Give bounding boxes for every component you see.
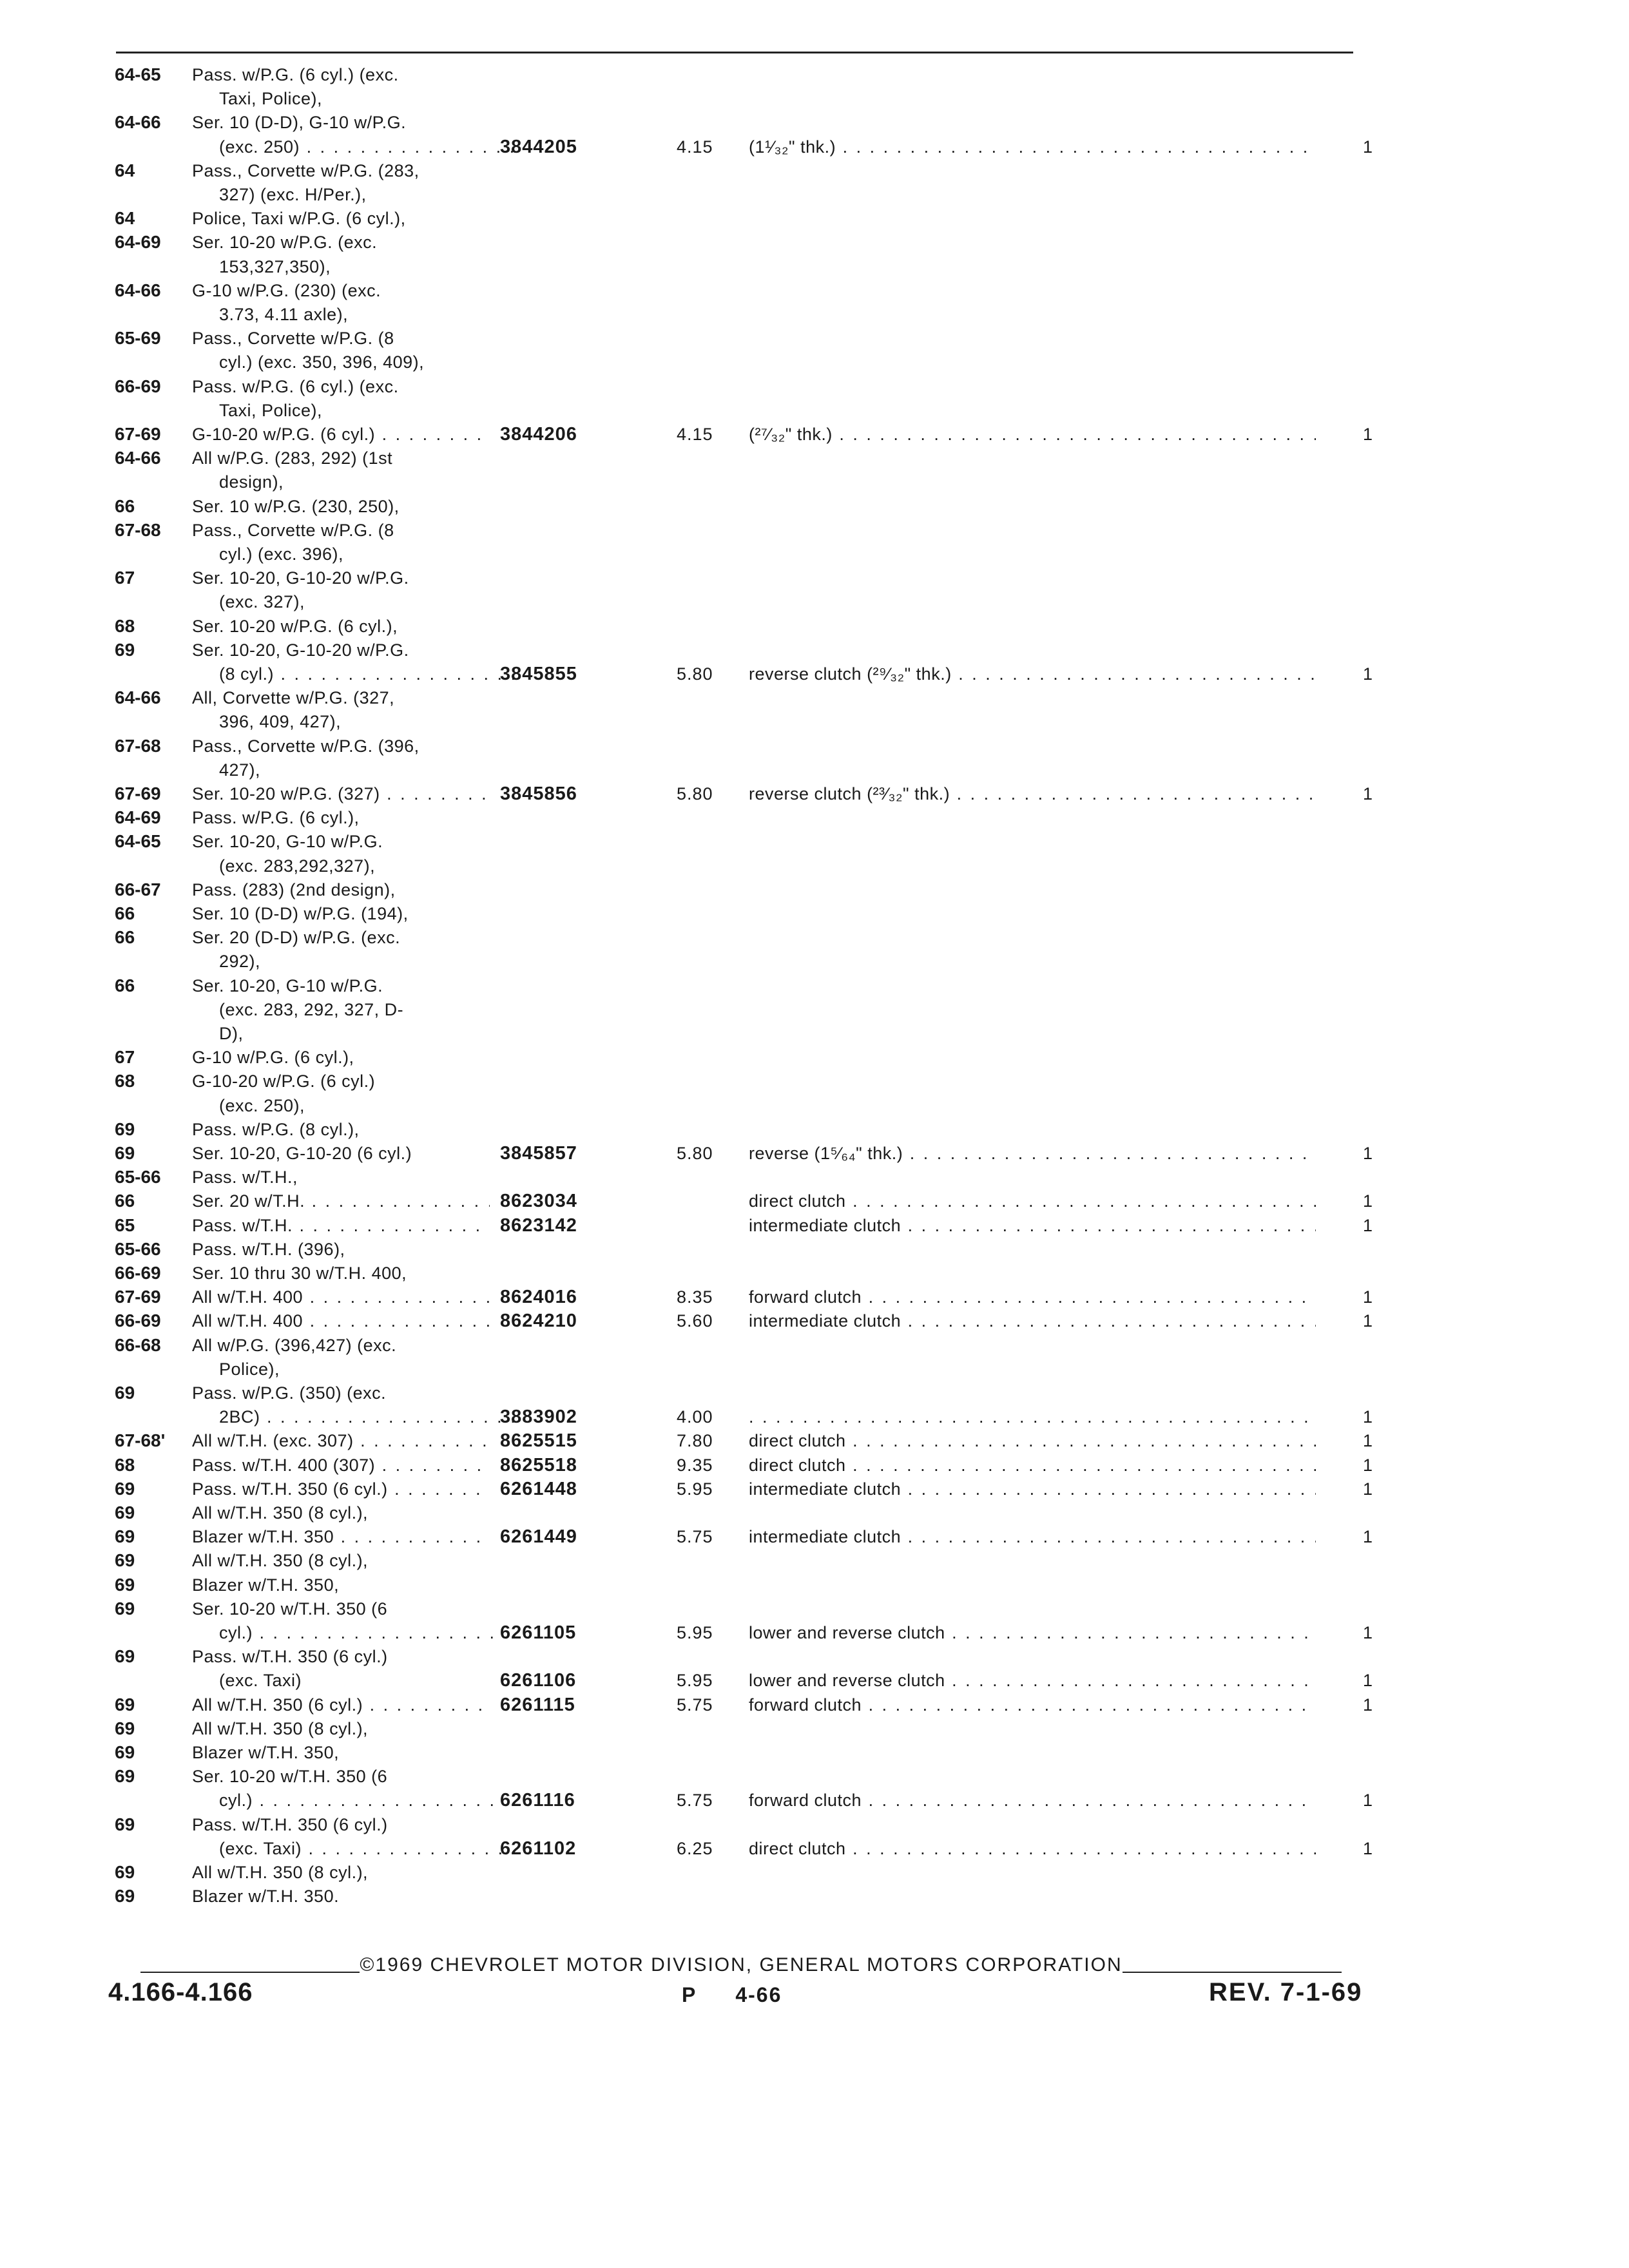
table-row: [0, 1741, 1629, 1764]
usage-description: Ser. 10-20 w/P.G. (327) . . .: [192, 782, 490, 805]
usage-description: (exc. 283,292,327),: [219, 856, 376, 876]
usage-description: All w/T.H. 350 (6 cyl.) . . .: [192, 1693, 490, 1716]
table-row: [0, 1549, 1629, 1572]
table-row: [0, 1429, 1629, 1452]
table-row: [0, 878, 1629, 901]
part-note: (1¹⁄₃₂" thk.) . . .: [749, 135, 1316, 159]
list-price: 5.80: [677, 664, 713, 684]
usage-description: 327) (exc. H/Per.),: [219, 185, 367, 204]
usage-description: Blazer w/T.H. 350,: [192, 1575, 340, 1595]
usage-description: Police, Taxi w/P.G. (6 cyl.),: [192, 209, 406, 228]
usage-description: Blazer w/T.H. 350.: [192, 1887, 340, 1906]
usage-description: G-10-20 w/P.G. (6 cyl.) . . .: [192, 423, 490, 446]
model-years: 65-66: [115, 1239, 161, 1259]
table-row: [0, 1501, 1629, 1524]
usage-description: Pass. w/T.H.,: [192, 1168, 298, 1187]
usage-description: Pass., Corvette w/P.G. (396,: [192, 736, 419, 756]
model-years: 64-66: [115, 687, 161, 707]
usage-description: Pass. w/T.H. (396),: [192, 1240, 345, 1259]
page-number: 4-66: [735, 1983, 782, 2006]
table-row: [0, 950, 1629, 973]
usage-description: cyl.) (exc. 396),: [219, 544, 344, 564]
table-row: [0, 998, 1629, 1021]
quantity: 1: [1362, 1479, 1373, 1499]
part-number: 8625518: [500, 1455, 577, 1475]
usage-description: 2BC) . . .: [192, 1405, 517, 1428]
usage-description: Pass. w/P.G. (6 cyl.),: [192, 808, 360, 827]
quantity: 1: [1362, 1191, 1373, 1211]
part-number: 6261106: [500, 1670, 577, 1691]
usage-description: All, Corvette w/P.G. (327,: [192, 688, 395, 707]
model-years: 67-68': [115, 1430, 166, 1450]
table-row: [0, 1885, 1629, 1908]
quantity: 1: [1362, 1431, 1373, 1450]
table-row: [0, 1765, 1629, 1788]
table-row: [0, 710, 1629, 733]
usage-description: Ser. 10-20, G-10 w/P.G.: [192, 976, 383, 995]
table-row: [0, 207, 1629, 230]
model-years: 64-69: [115, 807, 161, 827]
model-years: 69: [115, 1119, 135, 1139]
section-letter: P: [682, 1983, 697, 2006]
usage-description: Ser. 10-20, G-10 w/P.G.: [192, 832, 383, 851]
section-page: [682, 1983, 782, 2007]
usage-description: Pass. w/P.G. (8 cyl.),: [192, 1120, 360, 1139]
copyright-text: ©1969 CHEVROLET MOTOR DIVISION, GENERAL MOTORS CORPORATION: [360, 1954, 1123, 1975]
table-row: [0, 1405, 1629, 1428]
model-years: 69: [115, 640, 135, 660]
usage-description: (exc. Taxi): [219, 1671, 302, 1690]
table-row: [0, 1693, 1629, 1716]
table-row: [0, 1597, 1629, 1620]
part-number: 6261448: [500, 1479, 577, 1499]
usage-description: (8 cyl.) . . .: [192, 662, 517, 686]
usage-description: All w/T.H. 400 . . .: [192, 1309, 490, 1332]
table-row: [0, 183, 1629, 206]
table-row: [0, 566, 1629, 590]
page-footer: [0, 1946, 1629, 2036]
list-price: 4.15: [677, 137, 713, 157]
usage-description: Blazer w/T.H. 350,: [192, 1743, 340, 1762]
model-years: 66-69: [115, 376, 161, 396]
model-years: 69: [115, 1503, 135, 1523]
table-row: [0, 1262, 1629, 1285]
list-price: 5.75: [677, 1527, 713, 1546]
model-years: 66: [115, 496, 135, 516]
usage-description: Ser. 10-20 w/T.H. 350 (6: [192, 1767, 388, 1786]
usage-description: Pass. (283) (2nd design),: [192, 880, 396, 899]
part-number: 3883902: [500, 1407, 577, 1427]
usage-description: 292),: [219, 952, 261, 971]
table-row: [0, 279, 1629, 302]
list-price: 4.00: [677, 1407, 713, 1427]
part-number: 8625515: [500, 1430, 577, 1451]
table-row: [0, 255, 1629, 278]
table-row: [0, 495, 1629, 518]
quantity: 1: [1362, 1671, 1373, 1690]
list-price: 8.35: [677, 1287, 713, 1307]
table-row: [0, 1789, 1629, 1812]
table-row: [0, 519, 1629, 542]
usage-description: (exc. Taxi) . . .: [192, 1837, 517, 1860]
model-years: 64: [115, 160, 135, 180]
table-row: [0, 1118, 1629, 1141]
table-row: [0, 735, 1629, 758]
usage-description: (exc. 327),: [219, 592, 305, 611]
list-price: 5.95: [677, 1623, 713, 1642]
table-row: [0, 1046, 1629, 1069]
table-row: [0, 63, 1629, 86]
quantity: 1: [1362, 1623, 1373, 1642]
quantity: 1: [1362, 1791, 1373, 1810]
table-row: [0, 830, 1629, 853]
table-row: [0, 399, 1629, 422]
table-row: [0, 351, 1629, 374]
part-note: direct clutch . . .: [749, 1189, 1316, 1213]
usage-description: Pass., Corvette w/P.G. (8: [192, 329, 394, 348]
model-years: 68: [115, 1455, 135, 1475]
usage-description: Ser. 10-20, G-10-20 w/P.G.: [192, 640, 409, 660]
list-price: 5.95: [677, 1479, 713, 1499]
part-number: 8623142: [500, 1215, 577, 1236]
table-row: [0, 590, 1629, 613]
footer-rule-right: [1123, 1972, 1342, 1973]
model-years: 66-68: [115, 1335, 161, 1355]
model-years: 69: [115, 1143, 135, 1163]
model-years: 69: [115, 1718, 135, 1738]
usage-description: Pass., Corvette w/P.G. (8: [192, 521, 394, 540]
usage-description: Ser. 10-20 w/T.H. 350 (6: [192, 1599, 388, 1619]
model-years: 64-65: [115, 831, 161, 851]
table-row: [0, 1573, 1629, 1597]
part-note: forward clutch . . .: [749, 1693, 1316, 1716]
part-note: direct clutch . . .: [749, 1429, 1316, 1452]
usage-description: cyl.) . . .: [192, 1621, 517, 1644]
usage-description: All w/T.H. 350 (8 cyl.),: [192, 1719, 369, 1738]
list-price: 5.95: [677, 1671, 713, 1690]
part-note: direct clutch . . .: [749, 1837, 1316, 1860]
model-years: 69: [115, 1742, 135, 1762]
table-row: [0, 854, 1629, 878]
part-number: 3845857: [500, 1143, 577, 1164]
part-number: 6261102: [500, 1838, 577, 1859]
usage-description: 427),: [219, 760, 261, 780]
table-row: [0, 327, 1629, 350]
table-row: [0, 782, 1629, 805]
table-row: [0, 615, 1629, 638]
usage-description: G-10-20 w/P.G. (6 cyl.): [192, 1072, 376, 1091]
part-number: 6261115: [500, 1695, 575, 1715]
part-number: 3845856: [500, 783, 577, 804]
revision-date: REV. 7-1-69: [1209, 1978, 1363, 2006]
model-years: 65-69: [115, 328, 161, 348]
model-years: 68: [115, 1071, 135, 1091]
table-row: [0, 1189, 1629, 1213]
model-years: 64-65: [115, 64, 161, 84]
table-row: [0, 1717, 1629, 1740]
model-years: 69: [115, 1575, 135, 1595]
part-note: [749, 1405, 1316, 1428]
part-note: intermediate clutch . . .: [749, 1309, 1316, 1332]
model-years: 69: [115, 1550, 135, 1570]
table-row: [0, 1166, 1629, 1189]
usage-description: Taxi, Police),: [219, 401, 323, 420]
usage-description: 396, 409, 427),: [219, 712, 342, 731]
part-note: (²⁷⁄₃₂" thk.) . . .: [749, 423, 1316, 446]
model-years: 69: [115, 1862, 135, 1882]
usage-description: Ser. 10 w/P.G. (230, 250),: [192, 497, 400, 516]
list-price: 4.15: [677, 425, 713, 444]
model-years: 64-66: [115, 112, 161, 132]
model-years: 67-68: [115, 736, 161, 756]
usage-description: Pass. w/T.H. . . .: [192, 1214, 490, 1237]
part-number: 8624210: [500, 1311, 577, 1331]
part-number: 8623034: [500, 1191, 577, 1211]
table-row: [0, 1334, 1629, 1357]
model-years: 69: [115, 1886, 135, 1906]
usage-description: Police),: [219, 1360, 280, 1379]
table-row: [0, 1861, 1629, 1884]
usage-description: All w/T.H. 350 (8 cyl.),: [192, 1863, 369, 1882]
table-row: [0, 423, 1629, 446]
usage-description: cyl.) . . .: [192, 1789, 517, 1812]
model-years: 64: [115, 208, 135, 228]
table-row: [0, 639, 1629, 662]
list-price: 5.75: [677, 1695, 713, 1715]
model-years: 69: [115, 1646, 135, 1666]
usage-description: Ser. 10-20 w/P.G. (6 cyl.),: [192, 617, 398, 636]
table-row: [0, 1285, 1629, 1309]
usage-description: cyl.) (exc. 350, 396, 409),: [219, 352, 425, 372]
part-note: lower and reverse clutch . . .: [749, 1669, 1316, 1692]
table-row: [0, 543, 1629, 566]
quantity: 1: [1362, 1527, 1373, 1546]
model-years: 66-69: [115, 1263, 161, 1283]
part-note: intermediate clutch . . .: [749, 1214, 1316, 1237]
quantity: 1: [1362, 1311, 1373, 1331]
table-row: [0, 87, 1629, 110]
usage-description: G-10 w/P.G. (6 cyl.),: [192, 1048, 354, 1067]
model-years: 65: [115, 1215, 135, 1235]
model-years: 66: [115, 927, 135, 947]
model-years: 69: [115, 1695, 135, 1715]
table-row: [0, 1669, 1629, 1692]
table-row: [0, 1645, 1629, 1668]
table-row: [0, 375, 1629, 398]
quantity: 1: [1362, 784, 1373, 803]
part-number: 6261449: [500, 1526, 577, 1547]
usage-description: Ser. 10 (D-D) w/P.G. (194),: [192, 904, 409, 923]
list-price: 5.60: [677, 1311, 713, 1331]
usage-description: All w/T.H. 350 (8 cyl.),: [192, 1551, 369, 1570]
usage-description: Ser. 20 w/T.H. . . .: [192, 1189, 490, 1213]
part-note: forward clutch . . .: [749, 1789, 1316, 1812]
table-row: [0, 758, 1629, 782]
table-row: [0, 1238, 1629, 1261]
part-number: 6261116: [500, 1790, 575, 1811]
table-row: [0, 1381, 1629, 1405]
model-years: 69: [115, 1814, 135, 1834]
table-row: [0, 303, 1629, 326]
table-row: [0, 806, 1629, 829]
table-row: [0, 1022, 1629, 1045]
usage-description: Pass. w/T.H. 350 (6 cyl.) . . .: [192, 1477, 490, 1501]
usage-description: 153,327,350),: [219, 257, 331, 276]
model-years: 64-69: [115, 232, 161, 252]
list-price: 5.80: [677, 784, 713, 803]
quantity: 1: [1362, 1839, 1373, 1858]
quantity: 1: [1362, 664, 1373, 684]
usage-description: Pass. w/P.G. (6 cyl.) (exc.: [192, 377, 399, 396]
model-years: 65-66: [115, 1167, 161, 1187]
quantity: 1: [1362, 1456, 1373, 1475]
usage-description: Blazer w/T.H. 350 . . .: [192, 1525, 490, 1548]
usage-description: Ser. 10 thru 30 w/T.H. 400,: [192, 1264, 407, 1283]
usage-description: All w/P.G. (396,427) (exc.: [192, 1336, 397, 1355]
model-years: 66: [115, 1191, 135, 1211]
table-row: [0, 926, 1629, 949]
model-years: 67-68: [115, 520, 161, 540]
table-row: [0, 1309, 1629, 1332]
usage-description: (exc. 250) . . .: [192, 135, 517, 159]
group-range: 4.166-4.166: [108, 1978, 253, 2006]
usage-description: Ser. 20 (D-D) w/P.G. (exc.: [192, 928, 401, 947]
usage-description: G-10 w/P.G. (230) (exc.: [192, 281, 381, 300]
usage-description: D),: [219, 1024, 244, 1043]
usage-description: All w/T.H. 350 (8 cyl.),: [192, 1503, 369, 1523]
part-note: reverse clutch (²⁹⁄₃₂" thk.) . . .: [749, 662, 1316, 686]
model-years: 66: [115, 975, 135, 995]
usage-description: (exc. 283, 292, 327, D-: [219, 1000, 404, 1019]
model-years: 67: [115, 568, 135, 588]
model-years: 66-69: [115, 1311, 161, 1331]
quantity: 1: [1362, 1216, 1373, 1235]
part-note: reverse clutch (²³⁄₃₂" thk.) . . .: [749, 782, 1316, 805]
usage-description: Pass. w/T.H. 400 (307) . . .: [192, 1454, 490, 1477]
model-years: 66-67: [115, 879, 161, 899]
table-row: [0, 1070, 1629, 1093]
table-row: [0, 1454, 1629, 1477]
quantity: 1: [1362, 137, 1373, 157]
usage-description: Ser. 10-20 w/P.G. (exc.: [192, 233, 378, 252]
copyright-line: [110, 1952, 1373, 1978]
usage-description: Ser. 10-20, G-10-20 (6 cyl.): [192, 1144, 412, 1163]
part-number: 3844206: [500, 424, 577, 445]
usage-description: Pass. w/P.G. (350) (exc.: [192, 1383, 387, 1403]
usage-description: (exc. 250),: [219, 1096, 305, 1115]
usage-description: 3.73, 4.11 axle),: [219, 305, 349, 324]
table-row: [0, 974, 1629, 997]
table-row: [0, 1358, 1629, 1381]
usage-description: Pass. w/T.H. 350 (6 cyl.): [192, 1647, 388, 1666]
table-row: [0, 1837, 1629, 1860]
model-years: 67-69: [115, 783, 161, 803]
usage-description: Pass., Corvette w/P.G. (283,: [192, 161, 419, 180]
table-row: [0, 1621, 1629, 1644]
list-price: 5.75: [677, 1791, 713, 1810]
model-years: 68: [115, 616, 135, 636]
model-years: 67-69: [115, 424, 161, 444]
table-row: [0, 159, 1629, 182]
model-years: 69: [115, 1599, 135, 1619]
table-row: [0, 111, 1629, 134]
table-row: [0, 1142, 1629, 1165]
table-row: [0, 447, 1629, 470]
usage-description: Ser. 10 (D-D), G-10 w/P.G.: [192, 113, 407, 132]
usage-description: Pass. w/P.G. (6 cyl.) (exc.: [192, 65, 399, 84]
table-row: [0, 1094, 1629, 1117]
model-years: 69: [115, 1766, 135, 1786]
footer-rule-left: [140, 1972, 360, 1973]
usage-description: All w/T.H. (exc. 307) . . .: [192, 1429, 490, 1452]
part-note: direct clutch . . .: [749, 1454, 1316, 1477]
part-note: reverse (1⁵⁄₆₄" thk.) . . .: [749, 1142, 1316, 1165]
table-row: [0, 1525, 1629, 1548]
list-price: 5.80: [677, 1144, 713, 1163]
usage-description: design),: [219, 472, 284, 492]
table-row: [0, 470, 1629, 494]
table-row: [0, 902, 1629, 925]
list-price: 6.25: [677, 1839, 713, 1858]
part-number: 8624016: [500, 1287, 577, 1307]
table-row: [0, 686, 1629, 709]
table-row: [0, 1477, 1629, 1501]
part-note: intermediate clutch . . .: [749, 1477, 1316, 1501]
table-row: [0, 1813, 1629, 1836]
part-note: forward clutch . . .: [749, 1285, 1316, 1309]
model-years: 67-69: [115, 1287, 161, 1307]
model-years: 64-66: [115, 280, 161, 300]
list-price: 7.80: [677, 1431, 713, 1450]
quantity: 1: [1362, 1407, 1373, 1427]
quantity: 1: [1362, 1287, 1373, 1307]
part-number: 6261105: [500, 1622, 577, 1643]
quantity: 1: [1362, 425, 1373, 444]
quantity: 1: [1362, 1144, 1373, 1163]
quantity: 1: [1362, 1695, 1373, 1715]
part-note: lower and reverse clutch . . .: [749, 1621, 1316, 1644]
table-row: [0, 662, 1629, 686]
list-price: 9.35: [677, 1456, 713, 1475]
usage-description: All w/P.G. (283, 292) (1st: [192, 448, 393, 468]
table-row: [0, 1214, 1629, 1237]
usage-description: Taxi, Police),: [219, 89, 323, 108]
model-years: 69: [115, 1526, 135, 1546]
part-note: intermediate clutch . . .: [749, 1525, 1316, 1548]
part-number: 3845855: [500, 664, 577, 684]
usage-description: Pass. w/T.H. 350 (6 cyl.): [192, 1815, 388, 1834]
part-number: 3844205: [500, 137, 577, 157]
model-years: 69: [115, 1383, 135, 1403]
model-years: 69: [115, 1479, 135, 1499]
usage-description: All w/T.H. 400 . . .: [192, 1285, 490, 1309]
table-row: [0, 135, 1629, 159]
model-years: 66: [115, 903, 135, 923]
model-years: 64-66: [115, 448, 161, 468]
usage-description: Ser. 10-20, G-10-20 w/P.G.: [192, 568, 409, 588]
table-row: [0, 231, 1629, 254]
model-years: 67: [115, 1047, 135, 1067]
